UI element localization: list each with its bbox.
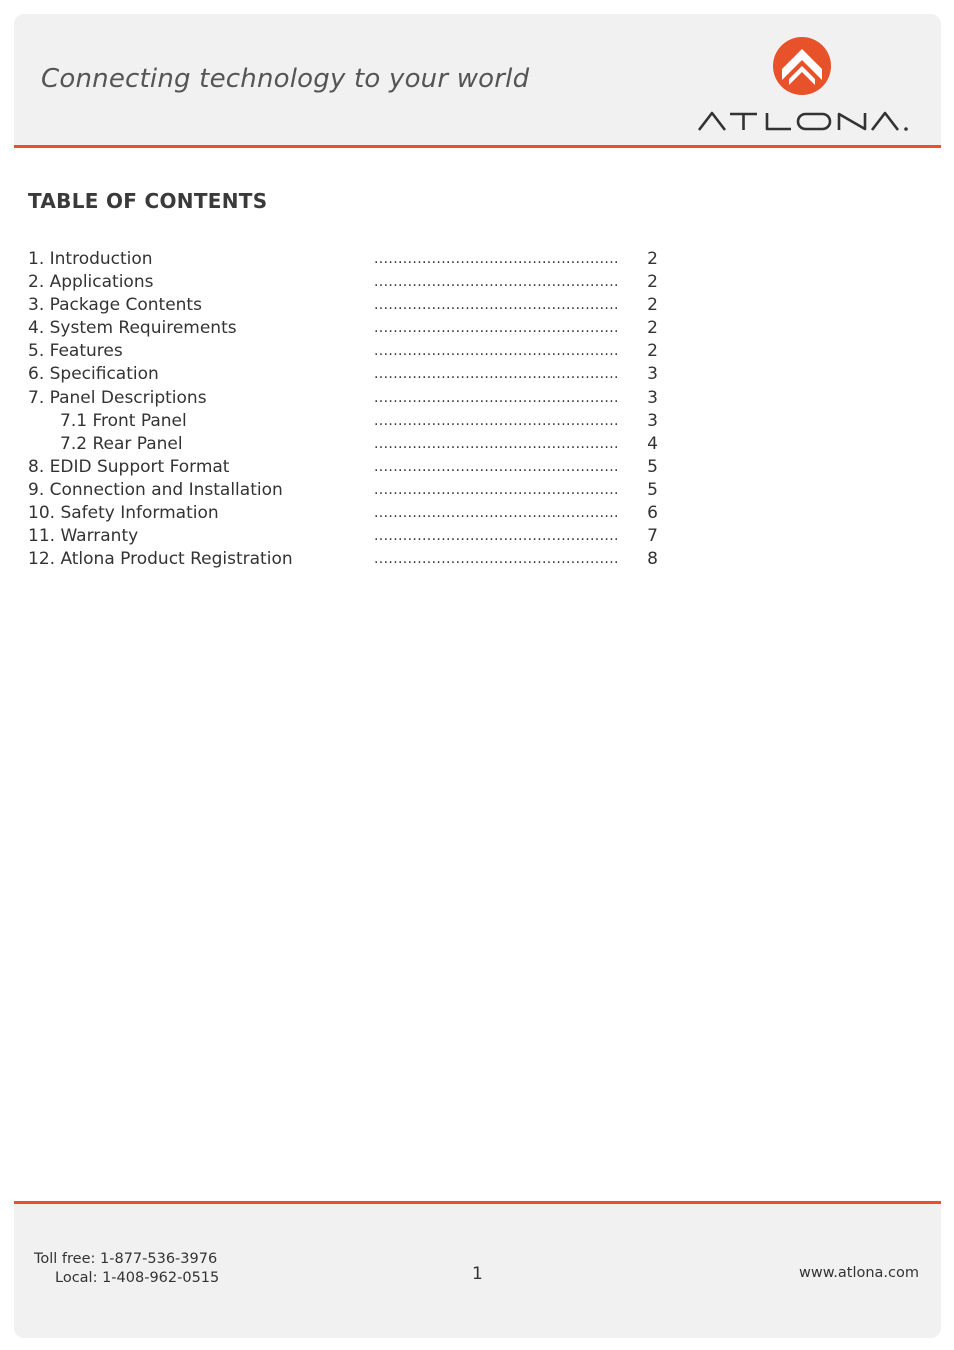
- toc-leader-dots: ...................................................: [374, 366, 619, 383]
- toc-entry[interactable]: [28, 340, 668, 363]
- toc-entry-page: 3: [647, 387, 658, 408]
- toc-leader-dots: ...................................................: [374, 505, 619, 522]
- toc-entry-page: 3: [647, 364, 658, 385]
- toc-entry-label: 4. System Requirements: [28, 318, 237, 339]
- toc-entry-page: 2: [647, 295, 658, 316]
- page-header: [14, 14, 941, 148]
- toc-entry-label: 7.1 Front Panel: [60, 410, 187, 431]
- toc-leader-dots: ...................................................: [374, 389, 619, 406]
- toc-leader-dots: ...................................................: [374, 297, 619, 314]
- toc-entry-label: 12. Atlona Product Registration: [28, 549, 293, 570]
- toc-leader-dots: ...................................................: [374, 551, 619, 568]
- toc-entry-label: 10. Safety Information: [28, 503, 219, 524]
- toc-leader-dots: ...................................................: [374, 412, 619, 429]
- toc-entry[interactable]: [28, 410, 668, 433]
- toc-entry[interactable]: [28, 317, 668, 340]
- toc-entry[interactable]: [28, 479, 668, 502]
- toc-entry[interactable]: [28, 271, 668, 294]
- toc-entry-label: 3. Package Contents: [28, 295, 202, 316]
- toc-leader-dots: ...................................................: [374, 343, 619, 360]
- toc-leader-dots: ...................................................: [374, 320, 619, 337]
- atlona-logo-icon: [772, 36, 832, 96]
- toc-entry-page: 5: [647, 479, 658, 500]
- toc-leader-dots: ...................................................: [374, 251, 619, 267]
- toc-entry-page: 7: [647, 526, 658, 547]
- toc-entry[interactable]: [28, 525, 668, 548]
- toc-leader-dots: ...................................................: [374, 528, 619, 545]
- toc-entry-page: 2: [647, 341, 658, 362]
- toc-list: [28, 248, 668, 571]
- page-footer: [14, 1201, 941, 1338]
- toc-entry-page: 4: [647, 433, 658, 454]
- toc-entry-label: 11. Warranty: [28, 526, 139, 547]
- local-number: Local: 1-408-962-0515: [55, 1270, 220, 1286]
- toc-entry-label: 2. Applications: [28, 272, 154, 293]
- atlona-wordmark: [697, 110, 912, 132]
- toc-leader-dots: ...................................................: [374, 458, 619, 475]
- toc-entry-page: 5: [647, 456, 658, 477]
- tagline: Connecting technology to your world: [41, 64, 530, 94]
- toll-free-number: Toll free: 1-877-536-3976: [34, 1251, 218, 1267]
- toc-entry[interactable]: [28, 456, 668, 479]
- toc-entry-label: 1. Introduction: [28, 249, 153, 269]
- page-number: 1: [472, 1264, 483, 1284]
- toc-entry-page: 2: [647, 249, 658, 269]
- toc-entry-page: 8: [647, 549, 658, 570]
- toc-entry[interactable]: [28, 387, 668, 410]
- toc-entry-page: 2: [647, 272, 658, 293]
- toc-leader-dots: ...................................................: [374, 481, 619, 498]
- contact-phones: [34, 1250, 219, 1288]
- toc-leader-dots: ...................................................: [374, 435, 619, 452]
- toc-entry-label: 6. Specification: [28, 364, 159, 385]
- toc-entry-page: 2: [647, 318, 658, 339]
- toc-entry-label: 9. Connection and Installation: [28, 479, 283, 500]
- toc-leader-dots: ...................................................: [374, 274, 619, 291]
- toc-entry-label: 7. Panel Descriptions: [28, 387, 207, 408]
- toc-entry-label: 8. EDID Support Format: [28, 456, 230, 477]
- toc-entry[interactable]: [28, 548, 668, 571]
- toc-entry-label: 5. Features: [28, 341, 123, 362]
- toc-entry[interactable]: [28, 433, 668, 456]
- website-link[interactable]: www.atlona.com: [799, 1265, 919, 1281]
- toc-entry[interactable]: [28, 502, 668, 525]
- toc-entry-page: 6: [647, 503, 658, 524]
- toc-title: TABLE OF CONTENTS: [28, 189, 268, 213]
- toc-entry-label: 7.2 Rear Panel: [60, 433, 183, 454]
- toc-entry-page: 3: [647, 410, 658, 431]
- toc-entry[interactable]: [28, 363, 668, 386]
- toc-entry[interactable]: [28, 294, 668, 317]
- toc-entry[interactable]: [28, 248, 668, 271]
